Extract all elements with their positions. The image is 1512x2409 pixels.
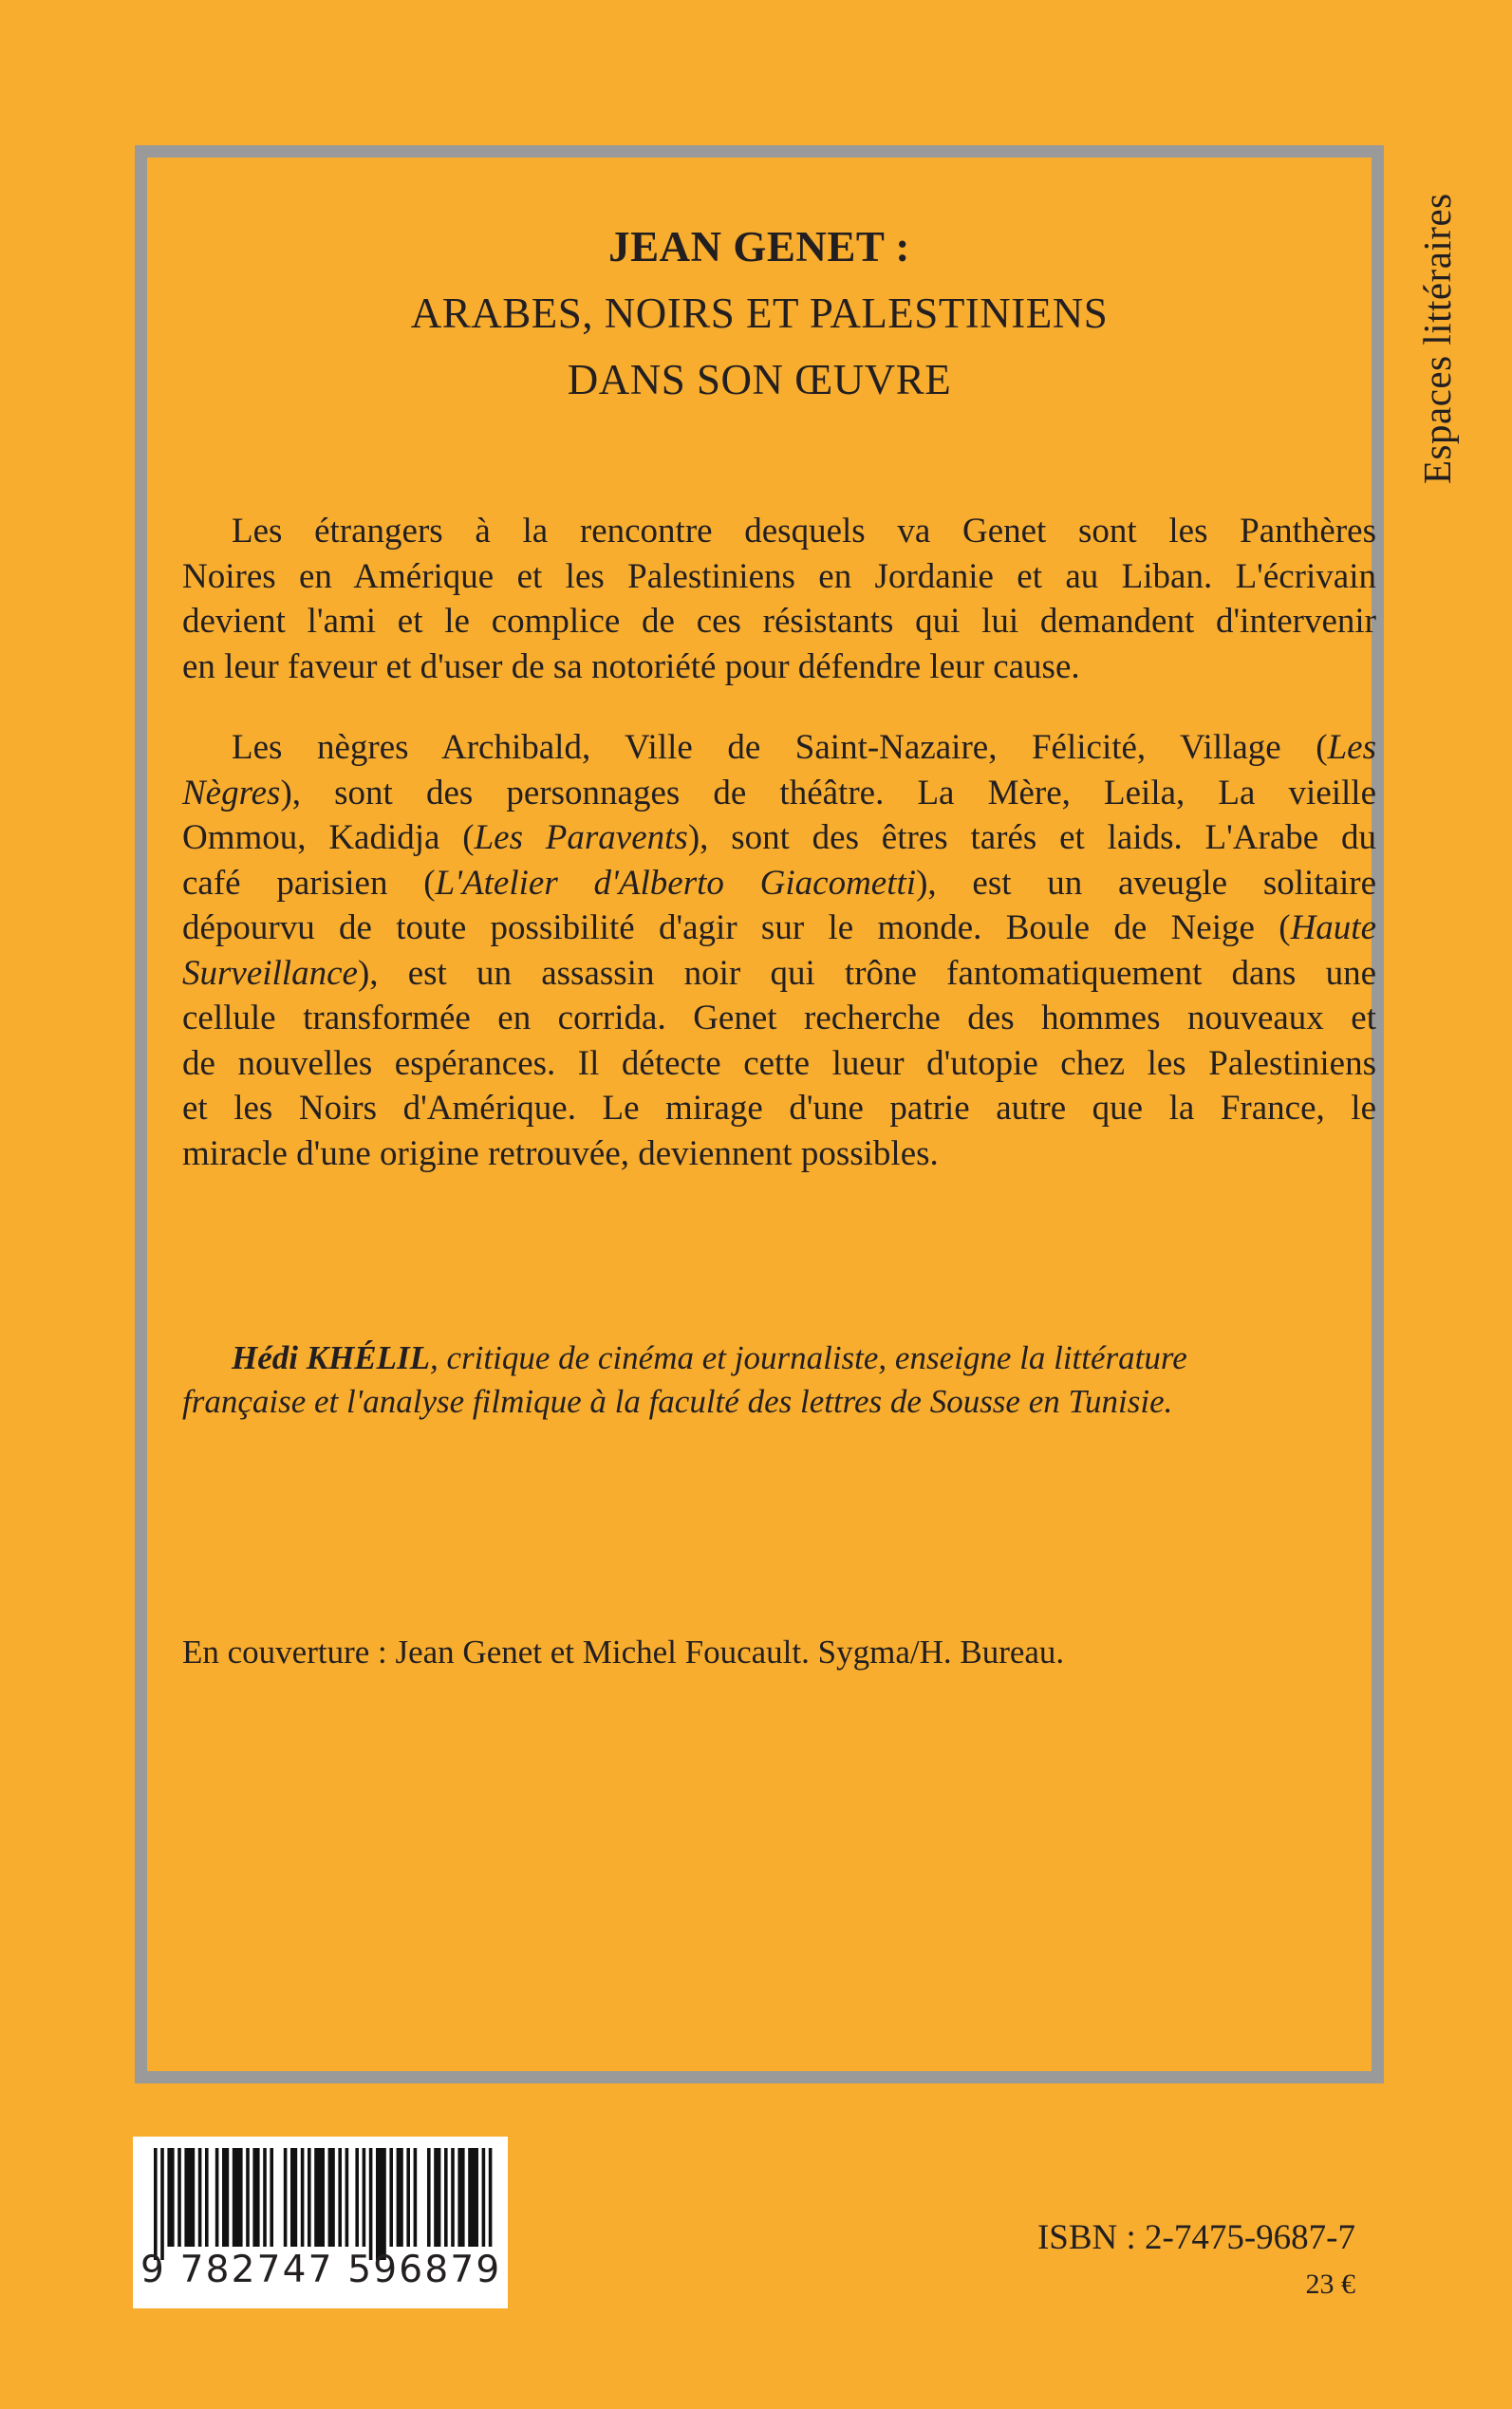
summary-paragraph-1: [182, 509, 1376, 689]
barcode-bar: [233, 2148, 243, 2247]
text-run: café parisien (: [182, 863, 436, 903]
text-run: Les nègres Archibald, Ville de Saint-Nazaire, Félicité, Village (: [232, 728, 1328, 767]
barcode-bar: [308, 2148, 311, 2247]
paragraph-line: Les étrangers à la rencontre desquels va Genet sont les Panthères: [232, 512, 1376, 551]
text-run: ), est un aveugle solitaire: [916, 863, 1376, 903]
text-run: ), est un assassin noir qui trône fantomatiquement dans une: [357, 953, 1376, 993]
cover-credit: En couverture : Jean Genet et Michel Foucault. Sygma/H. Bureau.: [182, 1634, 1065, 1671]
text-run: Ommou, Kadidja (: [182, 818, 475, 857]
barcode-bar: [301, 2148, 305, 2247]
barcode-bar: [314, 2148, 325, 2247]
barcode-bar: [489, 2148, 493, 2247]
barcode-bar: [160, 2148, 164, 2260]
paragraph-line: et les Noirs d'Amérique. Le mirage d'une patrie autre que la France, le: [182, 1089, 1376, 1128]
barcode-bar: [154, 2148, 158, 2260]
barcode-bar: [397, 2148, 403, 2247]
barcode-bar: [222, 2148, 229, 2247]
barcode-bar: [263, 2148, 267, 2247]
text-run: dépourvu de toute possibilité d'agir sur le monde. Boule de Neige (: [182, 908, 1291, 947]
barcode-bar: [414, 2148, 418, 2247]
paragraph-line: de nouvelles espérances. Il détecte cette lueur d'utopie chez les Palestiniens: [182, 1043, 1376, 1083]
barcode-bar: [205, 2148, 209, 2247]
work-title: Les Paravents: [474, 818, 688, 857]
paragraph-line: devient l'ami et le complice de ces résistants qui lui demandent d'intervenir: [182, 602, 1376, 641]
author-note: [182, 1336, 1376, 1424]
paragraph-line: cellule transformée en corrida. Genet recherche des hommes nouveaux et: [182, 999, 1376, 1037]
barcode-bar: [482, 2148, 486, 2247]
barcode-bar: [290, 2148, 297, 2247]
barcode-digits: 9 782747 596879: [140, 2249, 502, 2291]
paragraph-line: [182, 951, 1376, 997]
author-note-line: française et l'analyse filmique à la faculté des lettres de Sousse en Tunisie.: [182, 1383, 1173, 1420]
barcode-bar: [167, 2148, 174, 2247]
barcode: [133, 2137, 508, 2308]
barcode-bar: [468, 2148, 478, 2247]
book-title: [147, 214, 1372, 413]
paragraph-line: [182, 906, 1376, 951]
barcode-bar: [434, 2148, 440, 2247]
paragraph-line: en leur faveur et d'user de sa notoriété pour défendre leur cause.: [182, 646, 1080, 686]
series-name: Espaces littéraires: [1415, 193, 1459, 484]
price: 23 €: [1305, 2269, 1355, 2300]
barcode-bar: [457, 2148, 464, 2247]
title-main: JEAN GENET :: [608, 223, 910, 271]
barcode-bar: [444, 2148, 448, 2247]
barcode-bar: [252, 2148, 259, 2247]
isbn: ISBN : 2-7475-9687-7: [1036, 2218, 1355, 2257]
summary-paragraph-2: [182, 725, 1376, 1176]
work-title: Haute: [1290, 908, 1376, 947]
text-run: ), sont des êtres tarés et laids. L'Arabe du: [687, 818, 1376, 857]
barcode-bar: [284, 2148, 288, 2247]
barcode-bar: [376, 2148, 386, 2260]
text-run: ), sont des personnages de théâtre. La Mère, Leila, La vieille: [280, 773, 1376, 812]
title-line-2: ARABES, NOIRS ET PALESTINIENS: [410, 289, 1109, 337]
barcode-bar: [406, 2148, 410, 2247]
barcode-bar: [363, 2148, 366, 2247]
barcode-bar: [328, 2148, 335, 2247]
text-run: , critique de cinéma et journaliste, enseigne la littérature: [430, 1339, 1187, 1376]
barcode-bar: [389, 2148, 393, 2247]
work-title: Les: [1327, 728, 1376, 767]
title-line-3: DANS SON ŒUVRE: [567, 356, 952, 403]
work-title: Nègres: [182, 773, 281, 812]
paragraph-line: [182, 771, 1376, 816]
barcode-bar: [355, 2148, 359, 2247]
barcode-bar: [177, 2148, 181, 2247]
author-name: Hédi KHÉLIL: [232, 1339, 431, 1376]
barcode-bar: [369, 2148, 373, 2260]
barcode-bar: [270, 2148, 273, 2247]
author-note-line: [182, 1336, 1376, 1380]
barcode-bar: [345, 2148, 349, 2247]
barcode-bar: [198, 2148, 202, 2247]
paragraph-line: [182, 815, 1376, 861]
barcode-bar: [451, 2148, 455, 2247]
work-title: L'Atelier d'Alberto Giacometti: [435, 863, 917, 903]
barcode-bar: [427, 2148, 431, 2247]
barcode-bar: [184, 2148, 195, 2247]
work-title: Surveillance: [182, 953, 358, 993]
barcode-bar: [246, 2148, 250, 2247]
paragraph-line: miracle d'une origine retrouvée, deviennent possibles.: [182, 1133, 939, 1173]
paragraph-line: [182, 861, 1376, 906]
barcode-bar: [215, 2148, 219, 2247]
barcode-bar: [338, 2148, 342, 2247]
paragraph-line: [182, 725, 1376, 771]
paragraph-line: Noires en Amérique et les Palestiniens en Jordanie et au Liban. L'écrivain: [182, 556, 1376, 596]
